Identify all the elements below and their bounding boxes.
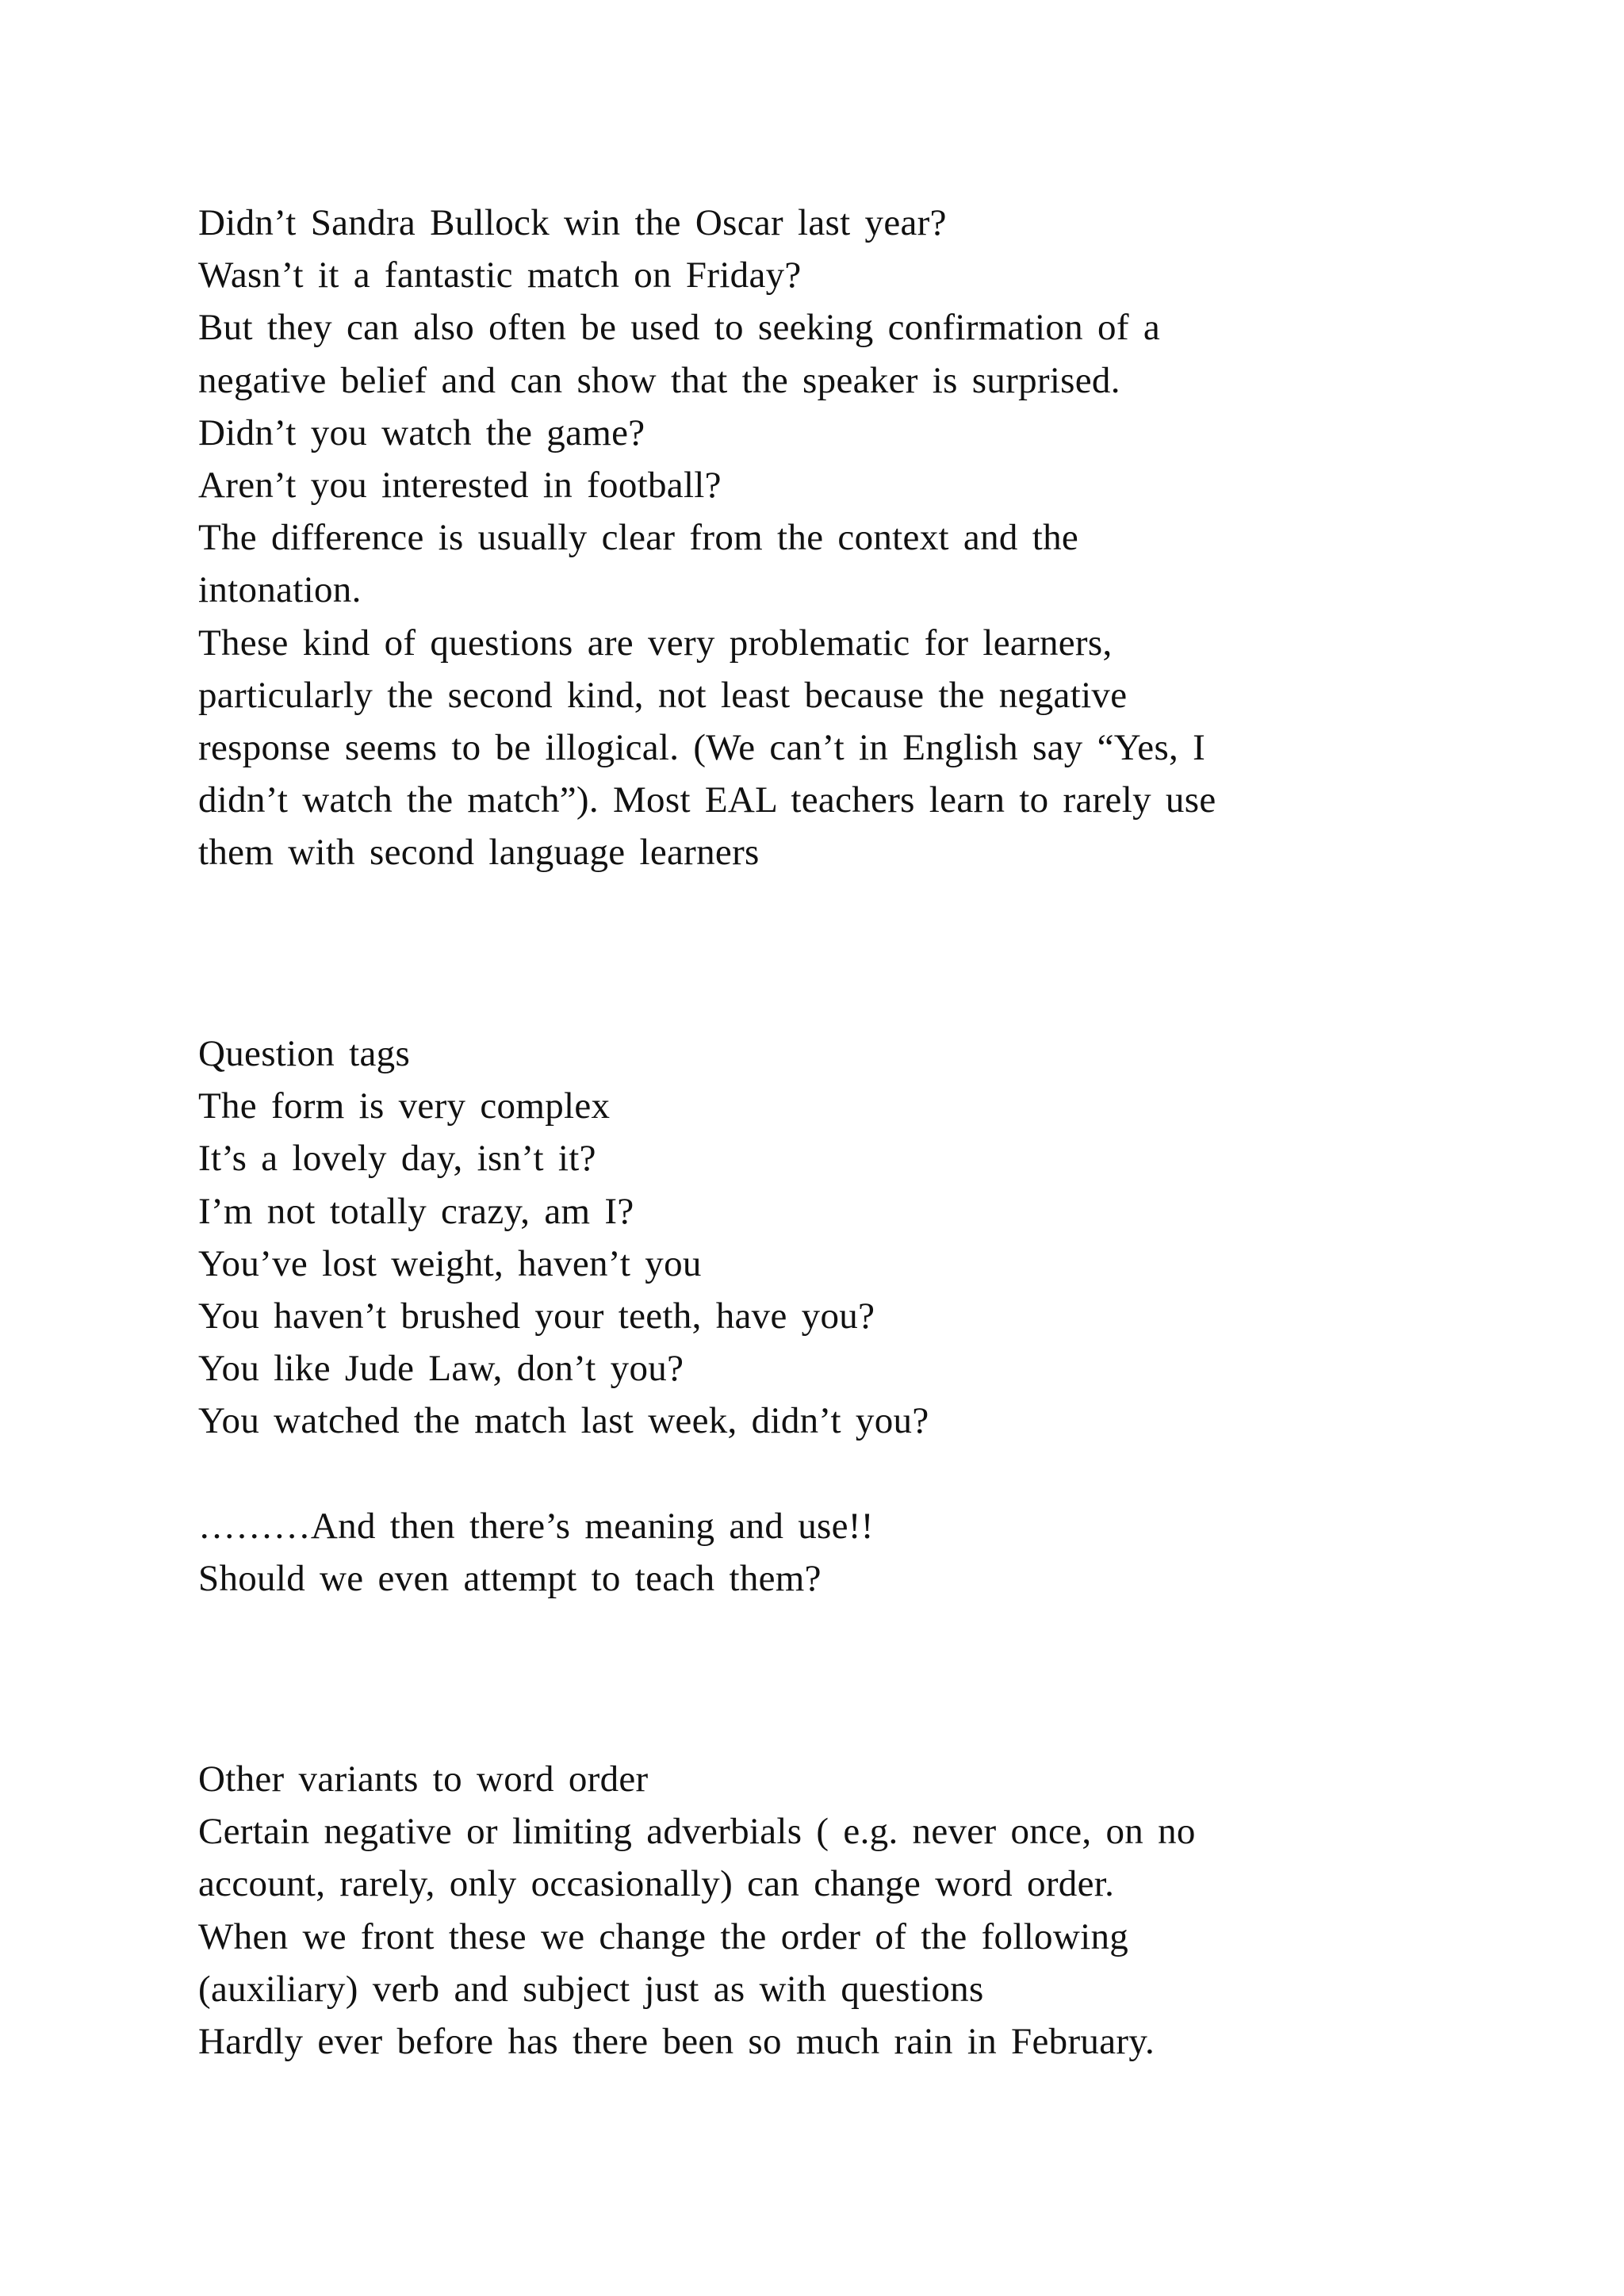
text-line: Didn’t you watch the game? xyxy=(198,411,645,453)
text-line: You haven’t brushed your teeth, have you? xyxy=(198,1295,875,1337)
text-line: Should we even attempt to teach them? xyxy=(198,1557,822,1599)
blank-line xyxy=(198,1448,1483,1500)
text-line: particularly the second kind, not least because the negative xyxy=(198,674,1128,716)
text-line: ………And then there’s meaning and use!! xyxy=(198,1505,874,1547)
text-line: account, rarely, only occasionally) can change word order. xyxy=(198,1863,1115,1905)
text-line: Wasn’t it a fantastic match on Friday? xyxy=(198,254,802,297)
text-line: It’s a lovely day, isn’t it? xyxy=(198,1138,596,1180)
text-line: You watched the match last week, didn’t you? xyxy=(198,1400,929,1442)
text-line: them with second language learners xyxy=(198,832,760,874)
text-line: Aren’t you interested in football? xyxy=(198,464,722,506)
question-tags-section xyxy=(198,1027,1483,1605)
text-line: (auxiliary) verb and subject just as with questions xyxy=(198,1968,984,2010)
text-line: intonation. xyxy=(198,569,362,611)
text-line: These kind of questions are very problematic for learners, xyxy=(198,622,1113,664)
section-heading: Other variants to word order xyxy=(198,1758,649,1800)
text-line: Didn’t Sandra Bullock win the Oscar last year? xyxy=(198,202,947,243)
section-heading: Question tags xyxy=(198,1033,411,1074)
text-line: When we front these we change the order of the following xyxy=(198,1915,1129,1957)
text-line: Hardly ever before has there been so much rain in February. xyxy=(198,2020,1155,2062)
text-line: The form is very complex xyxy=(198,1085,611,1127)
text-line: You’ve lost weight, haven’t you xyxy=(198,1242,702,1284)
text-line: The difference is usually clear from the context and the xyxy=(198,517,1079,559)
text-line: Certain negative or limiting adverbials ( e.g. never once, on no xyxy=(198,1811,1196,1853)
text-line: You like Jude Law, don’t you? xyxy=(198,1348,684,1390)
negative-questions-section xyxy=(198,197,1483,878)
text-line: response seems to be illogical. (We can’t in English say “Yes, I xyxy=(198,726,1206,768)
text-line: negative belief and can show that the speaker is surprised. xyxy=(198,359,1120,401)
text-line: But they can also often be used to seeking confirmation of a xyxy=(198,307,1160,349)
text-line: didn’t watch the match”). Most EAL teachers learn to rarely use xyxy=(198,779,1216,821)
word-order-section xyxy=(198,1753,1483,2068)
text-line: I’m not totally crazy, am I? xyxy=(198,1190,634,1232)
